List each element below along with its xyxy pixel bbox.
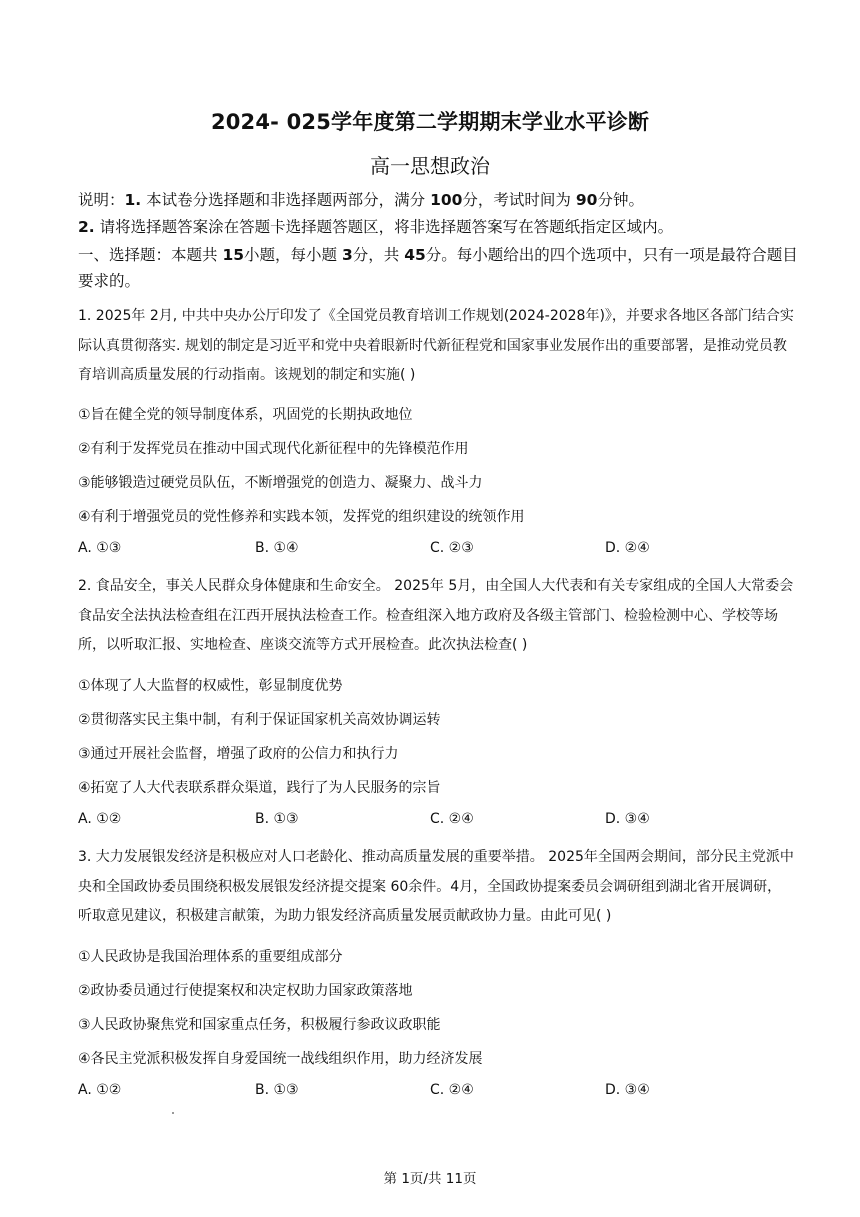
question-2-option-3: ③通过开展社会监督，增强了政府的公信力和执行力 — [78, 746, 399, 762]
question-1-choices — [78, 540, 778, 560]
question-2-stem: 2. 食品安全，事关人民群众身体健康和生命安全。 2025年 5月，由全国人大代表和有关专家组成的全国人大常委会食品安全法执法检查组在江西开展执法检查工作。检查组深入地方政府及各级主管部门、检验检测中心、学校等场所，以听取汇报、实地检查、座谈交流等方式开展检查。此次执法检查( ) — [78, 578, 794, 653]
instruction-text: 分，考试时间为 — [462, 191, 576, 209]
choice-d[interactable]: D. ③④ — [605, 1082, 650, 1098]
exam-duration: 90 — [575, 191, 598, 209]
question-3-choices — [78, 1082, 778, 1102]
instruction-number: 1. — [124, 191, 142, 209]
question-3-option-4: ④各民主党派积极发挥自身爱国统一战线组织作用，助力经济发展 — [78, 1051, 483, 1067]
question-3-option-2: ②政协委员通过行使提案权和决定权助力国家政策落地 — [78, 983, 413, 999]
instruction-text: 请将选择题答案涂在答题卡选择题答题区，将非选择题答案写在答题纸指定区域内。 — [94, 218, 674, 236]
choice-d[interactable]: D. ②④ — [605, 540, 650, 556]
question-3-option-3: ③人民政协聚焦党和国家重点任务，积极履行参政议政职能 — [78, 1017, 441, 1033]
instruction-text: 分钟。 — [597, 191, 644, 209]
instruction-prefix: 说明： — [78, 191, 125, 209]
question-2-option-2: ②贯彻落实民主集中制，有利于保证国家机关高效协调运转 — [78, 712, 441, 728]
exam-title: 2024- 025学年度第二学期期末学业水平诊断 — [210, 110, 650, 134]
section-heading: 一、选择题：本题共 15小题，每小题 3分，共 45分。每小题给出的四个选项中，只有一项是最符合题目要求的。 — [78, 246, 798, 290]
choice-d[interactable]: D. ③④ — [605, 811, 650, 827]
choice-c[interactable]: C. ②④ — [430, 1082, 474, 1098]
question-3-option-1: ①人民政协是我国治理体系的重要组成部分 — [78, 949, 343, 965]
instruction-text: 本试卷分选择题和非选择题两部分，满分 — [141, 191, 431, 209]
choice-c[interactable]: C. ②④ — [430, 811, 474, 827]
choice-a[interactable]: A. ①② — [78, 811, 122, 827]
choice-a[interactable]: A. ①② — [78, 1082, 122, 1098]
question-1-option-3: ③能够锻造过硬党员队伍，不断增强党的创造力、凝聚力、战斗力 — [78, 475, 483, 491]
question-1-option-1: ①旨在健全党的领导制度体系，巩固党的长期执政地位 — [78, 407, 413, 423]
choice-c[interactable]: C. ②③ — [430, 540, 474, 556]
question-1-option-4: ④有利于增强党员的党性修养和实践本领，发挥党的组织建设的统领作用 — [78, 509, 525, 525]
choice-b[interactable]: B. ①③ — [255, 811, 299, 827]
choice-b[interactable]: B. ①③ — [255, 1082, 299, 1098]
question-2-choices — [78, 811, 778, 831]
exam-subject: 高一思想政治 — [370, 154, 490, 178]
question-1-stem: 1. 2025年 2月, 中共中央办公厅印发了《全国党员教育培训工作规划(2024-2028年)》，并要求各地区各部门结合实际认真贯彻落实. 规划的制定是习近平和党中央着眼新时代新征程党和国家事业发展作出的重要部署，是推动党员教育培训高质量发展的行动指南。该规划的制定和实施( ) — [78, 308, 794, 383]
choice-a[interactable]: A. ①③ — [78, 540, 122, 556]
page-number: 第 1页/共 11页 — [383, 1171, 477, 1187]
question-2-option-4: ④拓宽了人大代表联系群众渠道，践行了为人民服务的宗旨 — [78, 780, 441, 796]
question-count: 15 — [222, 246, 245, 264]
points-per-question: 3 — [341, 246, 353, 264]
question-2-option-1: ①体现了人大监督的权威性，彰显制度优势 — [78, 678, 343, 694]
instruction-line-1 — [78, 187, 798, 213]
question-1-option-2: ②有利于发挥党员在推动中国式现代化新征程中的先锋模范作用 — [78, 441, 469, 457]
stray-mark — [172, 1112, 174, 1114]
full-score: 100 — [430, 191, 463, 209]
instruction-line-2 — [78, 214, 798, 240]
choice-b[interactable]: B. ①④ — [255, 540, 299, 556]
instruction-number: 2. — [78, 218, 95, 236]
question-3-stem: 3. 大力发展银发经济是积极应对人口老龄化、推动高质量发展的重要举措。 2025年全国两会期间，部分民主党派中央和全国政协委员围绕积极发展银发经济提交提案 60余件。4月，全国政协提案委员会调研组到湖北省开展调研，听取意见建议，积极建言献策，为助力银发经济高质量发展贡献政协力量。由此可见( ) — [78, 849, 794, 924]
section-total: 45 — [404, 246, 426, 264]
